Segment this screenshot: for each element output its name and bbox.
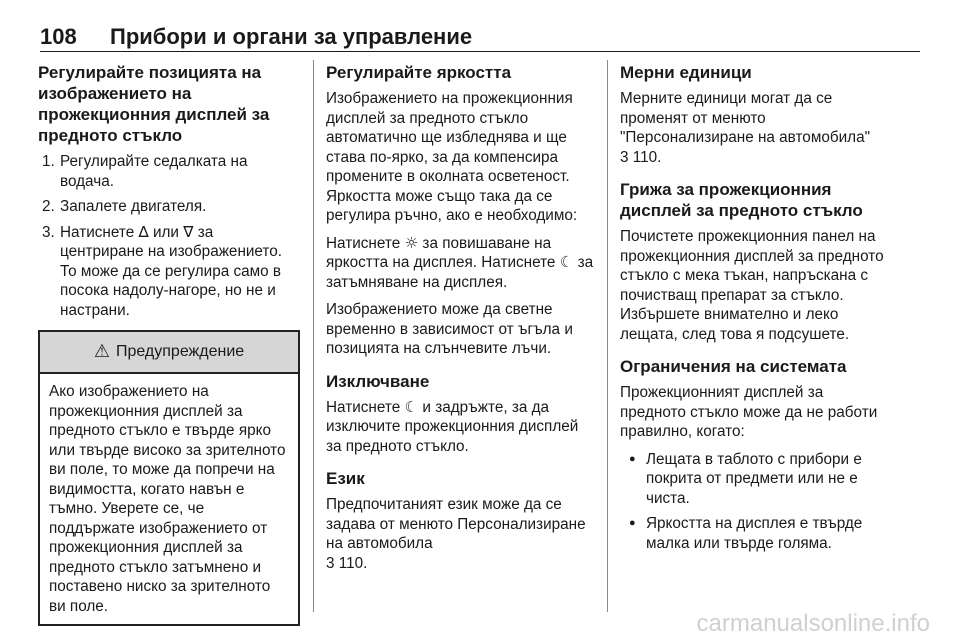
steps-list: [38, 152, 300, 320]
step-number: 2.: [42, 198, 55, 215]
text-span: Предпочитаният език може да се задава от менюто Персонализиране на автомобила: [326, 496, 586, 552]
paragraph: [326, 495, 594, 573]
bullet-list: [620, 450, 890, 554]
paragraph: [326, 234, 594, 293]
text-span: за повишаване на яркостта на дисплея. Натиснете: [326, 234, 560, 271]
page-ref: 110.: [632, 148, 662, 166]
column-divider-1: [313, 60, 314, 612]
step-number: 3.: [42, 223, 55, 241]
text-span: Мерните единици могат да се променят от менюто "Персонализиране на автомобила": [620, 90, 871, 146]
warning-header: [40, 332, 298, 374]
step-item: [38, 223, 300, 321]
column-divider-2: [607, 60, 608, 612]
paragraph: Прожекционният дисплей за предното стъкло може да не работи правилно, когато:: [620, 384, 878, 440]
column-3: [620, 62, 890, 559]
warning-title: Предупреждение: [115, 343, 245, 361]
page-header: [40, 24, 472, 50]
step-item: [38, 152, 300, 191]
step-text: Натиснете: [60, 223, 139, 241]
page-ref-icon: 3: [620, 148, 629, 166]
sun-icon: ☼: [404, 233, 419, 252]
text-span: Натиснете: [326, 234, 405, 252]
header-rule: [40, 51, 920, 52]
column-1: [38, 62, 300, 626]
text-span: Натиснете: [326, 398, 405, 416]
paragraph: Изображението може да светне временно в зависимост от ъгъла и позицията на слънчевите лъчи.: [326, 301, 573, 357]
text-span: и задръжте, за да изключите прожекционния дисплей за предното стъкло.: [326, 398, 579, 455]
paragraph: [620, 89, 890, 167]
section-heading-brightness: Регулирайте яркостта: [326, 63, 512, 82]
section-heading-language: Език: [326, 469, 365, 488]
column-2: [326, 62, 594, 581]
text-span: за затъмняване на дисплея.: [326, 254, 594, 291]
warning-text: Ако изображението на прожекционния дисплей за предното стъкло е твърде ярко или твърде високо за зрителното ви поле, то може да попречи на видимостта, когато навън е тъмно. Уверете се, че поддържате изображението от прожекционния дисплей за предното стъкло затъмнено и поставено ниско за зрителното ви поле.: [49, 383, 286, 615]
section-heading-care: Грижа за прожекционния дисплей за предното стъкло: [620, 180, 863, 220]
step-text: Запалете двигателя.: [60, 198, 207, 215]
step-number: 1.: [42, 153, 55, 170]
step-text: за центриране на изображението. То може да се регулира само в посока надолу-нагоре, но не и настрани.: [60, 223, 283, 319]
step-text: или: [148, 223, 184, 241]
page-ref-icon: 3: [326, 554, 335, 572]
moon-icon: ☾: [559, 253, 574, 271]
list-item: ● Яркостта на дисплея е твърде малка или твърде голяма.: [620, 514, 890, 553]
paragraph: Почистете прожекционния панел на прожекционния дисплей за предното стъкло с мека тъкан, напръскана с почистващ препарат за стъкло. Избършете внимателно и леко лещата, след това я подсушете.: [620, 228, 884, 343]
page-title: Прибори и органи за управление: [110, 24, 473, 49]
section-heading-units: Мерни единици: [620, 63, 752, 82]
step-text: Регулирайте седалката на водача.: [60, 153, 248, 190]
warning-icon: ⚠: [93, 341, 110, 363]
watermark: carmanualsonline.info: [696, 610, 930, 637]
page-ref: 110.: [338, 554, 368, 572]
step-item: [38, 197, 300, 217]
moon-icon: ☾: [404, 397, 419, 416]
up-arrow-icon: ∆: [138, 222, 149, 241]
section-heading-turn-off: Изключване: [326, 371, 430, 391]
warning-box: [38, 330, 300, 626]
section-heading-limitations: Ограничения на системата: [620, 357, 847, 376]
down-arrow-icon: ∇: [183, 222, 194, 241]
paragraph: [326, 398, 594, 457]
page-number: 108: [40, 24, 77, 49]
list-item: ● Лещата в таблото с прибори е покрита от предмети или не е чиста.: [620, 450, 890, 509]
paragraph: Изображението на прожекционния дисплей за предното стъкло автоматично ще избледнява и ще става по-ярко, за да компенсира промените в околната осветеност. Яркостта може също така да се регулира ръчно, ако е необходимо:: [326, 90, 578, 224]
section-heading-adjust-position: Регулирайте позицията на изображението на прожекционния дисплей за предното стъкло: [38, 63, 270, 145]
